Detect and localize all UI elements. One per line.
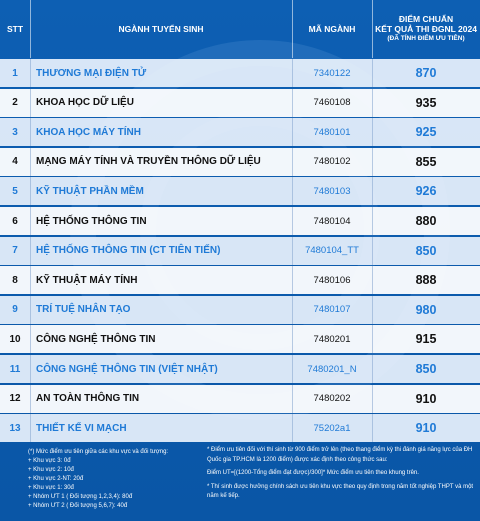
divider [292, 355, 293, 383]
cell-major-code: 7480106 [313, 274, 351, 286]
footnote-line: + Khu vực 1: 30đ [28, 485, 74, 491]
divider [372, 207, 373, 235]
cell-score: 915 [415, 332, 437, 347]
divider [30, 207, 31, 235]
divider [30, 385, 31, 413]
divider [372, 177, 373, 205]
cell-major-name: KỸ THUẬT MÁY TÍNH [36, 274, 138, 286]
cell-major-code: 7480201_N [307, 363, 357, 375]
footnote-line: + Khu vực 3: 0đ [28, 458, 71, 464]
table-row [0, 118, 480, 146]
divider [30, 266, 31, 294]
table-row [0, 325, 480, 353]
footnote-line: + Nhóm ƯT 1 ( Đối tượng 1,2,3,4): 80đ [28, 494, 133, 500]
divider [292, 148, 293, 176]
cell-major-name: AN TOÀN THÔNG TIN [36, 393, 140, 405]
footer-notes [0, 443, 480, 521]
table-row [0, 237, 480, 265]
divider [372, 325, 373, 353]
divider [292, 385, 293, 413]
divider [292, 207, 293, 235]
cell-major-code: 7480201 [313, 333, 351, 345]
cell-score: 870 [415, 66, 437, 80]
table-row [0, 266, 480, 294]
table-row [0, 148, 480, 176]
divider [30, 355, 31, 383]
cell-major-name: CÔNG NGHỆ THÔNG TIN (VIỆT NHẬT) [36, 363, 218, 375]
footnote-paragraph: * Thí sinh được hưởng chính sách ưu tiên khu vực theo quy định trong năm tốt nghiệp THPT và một năm kế tiếp. [207, 483, 474, 499]
cell-stt: 10 [9, 333, 21, 345]
cell-major-name: HỆ THỐNG THÔNG TIN [36, 215, 147, 227]
cell-stt: 11 [9, 363, 21, 375]
header-stt: STT [6, 24, 24, 34]
cell-score: 910 [415, 421, 437, 436]
divider [372, 385, 373, 413]
table-row [0, 207, 480, 235]
divider [372, 266, 373, 294]
divider [372, 89, 373, 117]
footnote-line: + Nhóm ƯT 2 ( Đối tượng 5,6,7): 40đ [28, 503, 128, 509]
divider [372, 148, 373, 176]
cell-major-code: 7480101 [313, 126, 351, 138]
cell-major-name: THƯƠNG MẠI ĐIỆN TỬ [36, 67, 147, 79]
divider [292, 325, 293, 353]
cell-score: 926 [415, 184, 437, 199]
divider [292, 89, 293, 117]
header-score-exam: KẾT QUẢ THI ĐGNL 2024 [375, 24, 477, 34]
divider [30, 89, 31, 117]
cell-major-code: 7460108 [313, 97, 351, 109]
priority-formula-notes [207, 446, 475, 506]
header-score [372, 0, 480, 58]
divider [292, 414, 293, 442]
cell-major-code: 7480104 [313, 215, 351, 227]
cell-major-name: KHOA HỌC DỮ LIỆU [36, 97, 134, 109]
header-code: MÃ NGÀNH [308, 24, 356, 34]
cell-stt: 4 [12, 156, 18, 168]
cell-major-code: 7480107 [313, 304, 351, 316]
cell-score: 850 [415, 362, 437, 376]
cell-major-name: TRÍ TUỆ NHÂN TẠO [36, 304, 131, 316]
table-row [0, 414, 480, 442]
cell-major-name: MẠNG MÁY TÍNH VÀ TRUYỀN THÔNG DỮ LIỆU [36, 156, 261, 168]
table-row [0, 177, 480, 205]
table-row [0, 355, 480, 383]
table-row [0, 59, 480, 87]
divider [30, 148, 31, 176]
cell-score: 925 [415, 125, 437, 140]
divider [292, 237, 293, 265]
cell-stt: 9 [12, 304, 18, 316]
divider [372, 0, 373, 58]
divider [372, 237, 373, 265]
cell-stt: 13 [9, 422, 21, 434]
cell-stt: 12 [9, 393, 21, 405]
cell-score: 850 [415, 243, 437, 258]
divider [30, 0, 31, 58]
cell-major-code: 75202a1 [313, 422, 351, 434]
divider [292, 118, 293, 146]
header-major: NGÀNH TUYỂN SINH [118, 24, 204, 34]
divider [30, 237, 31, 265]
divider [292, 59, 293, 87]
footnote-paragraph: * Điểm ưu tiên đối với thí sinh từ 900 điểm trở lên (theo thang điểm kỳ thi đánh giá năng lực của ĐH Quốc gia TP.HCM là 1200 điểm) được xác định theo công thức sau: [207, 447, 473, 463]
cell-score: 935 [415, 95, 437, 110]
divider [30, 296, 31, 324]
table-row [0, 296, 480, 324]
cell-major-name: CÔNG NGHỆ THÔNG TIN [36, 333, 156, 345]
divider [372, 296, 373, 324]
divider [30, 325, 31, 353]
divider [372, 118, 373, 146]
cell-major-name: THIẾT KẾ VI MẠCH [36, 422, 127, 434]
cell-score: 980 [415, 302, 437, 317]
divider [372, 414, 373, 442]
header-score-note: (ĐÃ TÍNH ĐIỂM ƯU TIÊN) [387, 35, 465, 42]
cell-stt: 1 [12, 67, 18, 79]
table-row [0, 385, 480, 413]
cell-stt: 5 [12, 185, 18, 197]
cell-score: 880 [415, 214, 437, 228]
footnote-paragraph: Điểm UT=[(1200-Tổng điểm đạt được)/300]* Mức điểm ưu tiên theo khung trên. [207, 470, 419, 476]
cell-major-code: 7480103 [313, 185, 351, 197]
cell-stt: 7 [12, 245, 18, 257]
cell-major-name: HỆ THỐNG THÔNG TIN (CT TIÊN TIẾN) [36, 245, 221, 257]
priority-list [28, 448, 228, 511]
cell-score: 888 [415, 273, 437, 288]
divider [30, 118, 31, 146]
cell-major-code: 7480202 [313, 393, 351, 405]
divider [372, 355, 373, 383]
divider [30, 177, 31, 205]
table-row [0, 89, 480, 117]
divider [292, 0, 293, 58]
cell-major-name: KỸ THUẬT PHẦN MỀM [36, 185, 144, 197]
divider [30, 59, 31, 87]
cell-major-code: 7340122 [313, 67, 351, 79]
table-header [0, 0, 480, 58]
footnote-line: (*) Mức điểm ưu tiên giữa các khu vực và đối tượng: [28, 449, 169, 455]
cell-stt: 3 [12, 126, 18, 138]
footnote-line: + Khu vực 2: 10đ [28, 467, 74, 473]
cell-stt: 8 [12, 274, 18, 286]
cell-major-code: 7480104_TT [305, 245, 359, 257]
footnote-line: + Khu vực 2-NT: 20đ [28, 476, 84, 482]
cell-major-code: 7480102 [313, 156, 351, 168]
header-score-title: ĐIỂM CHUẨN [398, 14, 454, 24]
cell-score: 910 [415, 391, 437, 406]
divider [30, 414, 31, 442]
divider [292, 266, 293, 294]
cell-stt: 6 [12, 215, 18, 227]
cell-major-name: KHOA HỌC MÁY TÍNH [36, 126, 141, 138]
cell-score: 855 [415, 154, 437, 169]
divider [292, 296, 293, 324]
divider [292, 177, 293, 205]
divider [372, 59, 373, 87]
cell-stt: 2 [12, 97, 18, 109]
